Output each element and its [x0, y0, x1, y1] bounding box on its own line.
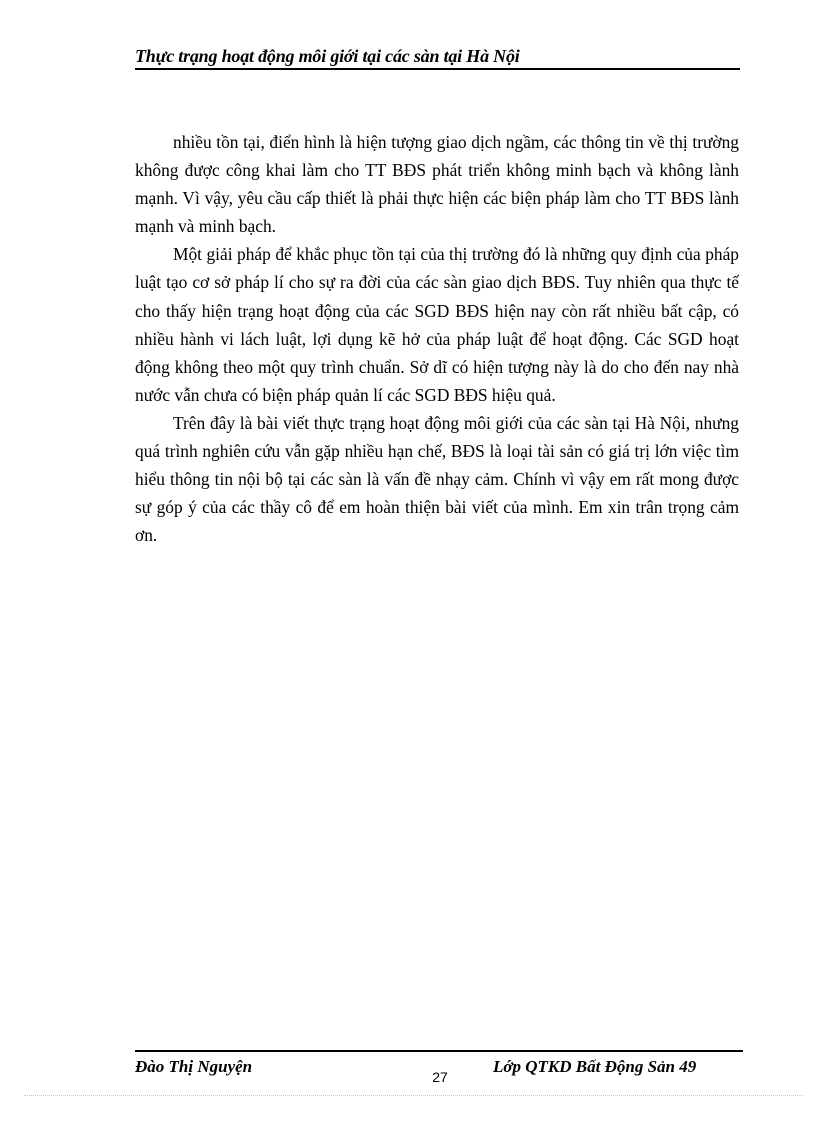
body-text — [135, 128, 739, 549]
header-title: Thực trạng hoạt động môi giới tại các sàn tại Hà Nội — [135, 46, 520, 66]
paragraph-conclusion: Trên đây là bài viết thực trạng hoạt động môi giới của các sàn tại Hà Nội, nhưng quá trình nghiên cứu vẫn gặp nhiều hạn chế, BĐS là loại tài sản có giá trị lớn việc tìm hiểu thông tin nội bộ tại các sàn là vấn đề nhạy cảm. Chính vì vậy em rất mong được sự góp ý của các thầy cô để em hoàn thiện bài viết của mình. Em xin trân trọng cảm ơn. — [135, 412, 739, 546]
footer-divider — [135, 1050, 743, 1052]
footer-author: Đào Thị Nguyện — [135, 1057, 253, 1076]
page-edge-divider — [24, 1095, 804, 1096]
paragraph-solution: Một giải pháp để khắc phục tồn tại của thị trường đó là những quy định của pháp luật tạo cơ sở pháp lí cho sự ra đời của các sàn giao dịch BĐS. Tuy nhiên qua thực tế cho thấy hiện trạng hoạt động của các SGD BĐS hiện nay còn rất nhiều bất cập, có nhiều hành vi lách luật, lợi dụng kẽ hở của pháp luật để hoạt động. Các SGD hoạt động không theo một quy trình chuẩn. Sở dĩ có hiện tượng này là do cho đến nay nhà nước vẫn chưa có biện pháp quản lí các SGD BĐS hiệu quả. — [135, 244, 739, 405]
footer-class-name: Lớp QTKD Bất Động Sản 49 — [493, 1057, 697, 1076]
paragraph-continuation: nhiều tồn tại, điển hình là hiện tượng giao dịch ngầm, các thông tin về thị trường không được công khai làm cho TT BĐS phát triển không minh bạch và không lành mạnh. Vì vậy, yêu cầu cấp thiết là phải thực hiện các biện pháp làm cho TT BĐS lành mạnh và minh bạch. — [135, 132, 739, 237]
page-number: 27 — [432, 1069, 448, 1085]
page-header — [135, 44, 740, 70]
